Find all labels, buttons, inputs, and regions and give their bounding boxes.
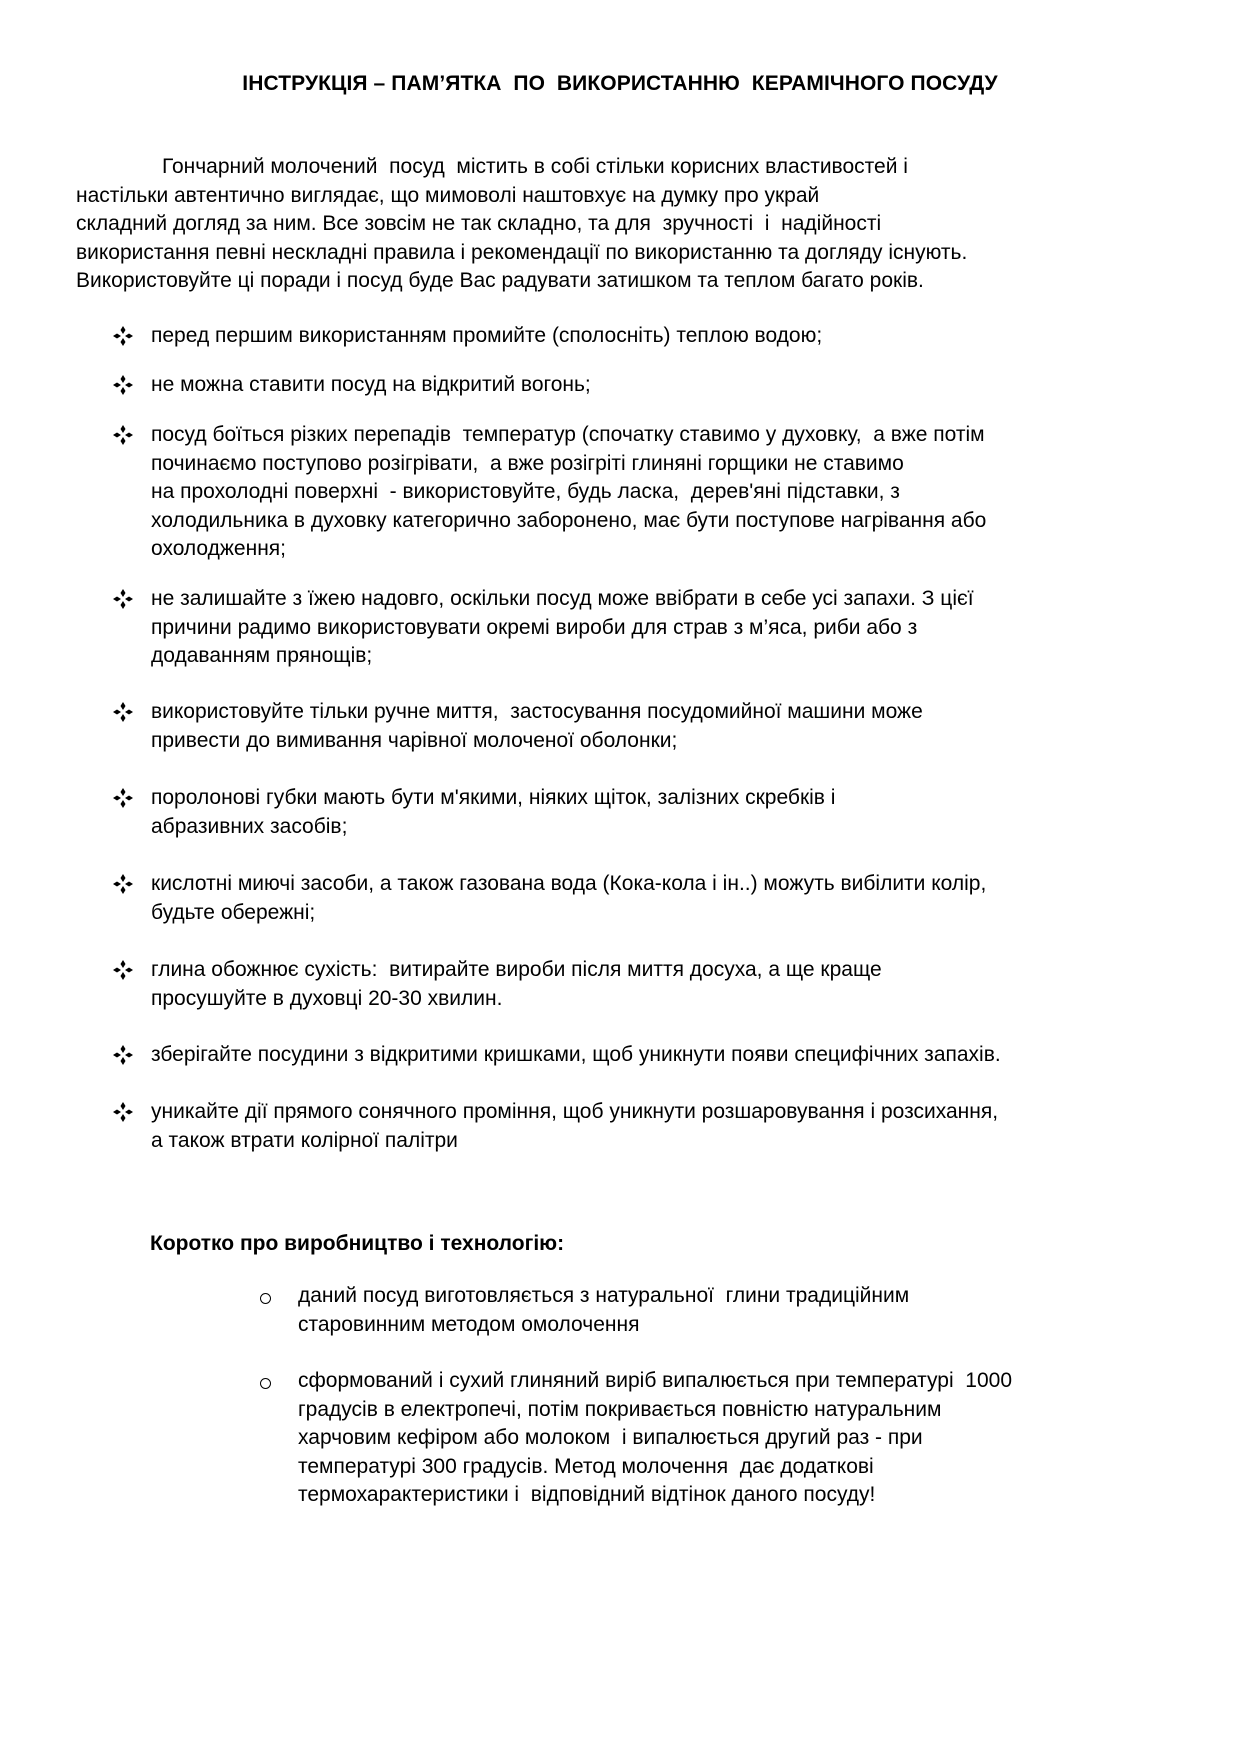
circle-bullet-icon xyxy=(260,1293,271,1304)
rule-text: посуд боїться різких перепадів температур (спочатку ставимо у духовку, а вже потім xyxy=(151,423,985,446)
rule-text: не можна ставити посуд на відкритий вогонь; xyxy=(151,373,591,396)
rule-text: привести до вимивання чарівної молоченої оболонки; xyxy=(151,728,678,752)
intro-line: використання певні нескладні правила і рекомендації по використанню та догляду існують. xyxy=(76,240,968,264)
section-subtitle: Коротко про виробництво і технологію: xyxy=(150,1232,565,1255)
technology-text: температурі 300 градусів. Метод молочення дає додаткові xyxy=(298,1454,874,1478)
diamond-bullet-icon xyxy=(112,1044,134,1066)
rule-text: зберігайте посудини з відкритими кришками, щоб уникнути появи специфічних запахів. xyxy=(151,1043,1001,1066)
rule-text: не залишайте з їжею надовго, оскільки посуд може ввібрати в себе усі запахи. З цієї xyxy=(151,587,974,610)
diamond-bullet-icon xyxy=(112,424,134,446)
rule-text: охолодження; xyxy=(151,537,287,561)
rule-text: просушуйте в духовці 20-30 хвилин. xyxy=(151,986,503,1010)
intro-line: настільки автентично виглядає, що мимоволі наштовхує на думку про украй xyxy=(76,183,820,207)
technology-text: старовинним методом омолочення xyxy=(298,1312,640,1336)
diamond-bullet-icon xyxy=(112,787,134,809)
rule-text: кислотні миючі засоби, а також газована вода (Кока-кола і ін..) можуть вибілити колір, xyxy=(151,872,987,895)
diamond-bullet-icon xyxy=(112,374,134,396)
technology-text: даний посуд виготовляється з натуральної глини традиційним xyxy=(298,1284,910,1307)
circle-bullet-icon xyxy=(260,1378,271,1389)
technology-text: сформований і сухий глиняний виріб випалюється при температурі 1000 xyxy=(298,1369,1013,1392)
rule-text: додаванням прянощів; xyxy=(151,644,373,668)
rule-text: на прохолодні поверхні - використовуйте, будь ласка, дерев'яні підставки, з xyxy=(151,480,900,504)
rule-text: перед першим використанням промийте (сполосніть) теплою водою; xyxy=(151,324,823,347)
technology-text: харчовим кефіром або молоком і випалюється другий раз - при xyxy=(298,1426,923,1450)
intro-line: складний догляд за ним. Все зовсім не так складно, та для зручності і надійності xyxy=(76,212,882,236)
rule-text: уникайте дії прямого сонячного проміння, щоб уникнути розшаровування і розсихання, xyxy=(151,1100,999,1123)
intro-line: Гончарний молочений посуд містить в собі стільки корисних властивостей і xyxy=(162,155,908,178)
rule-text: причини радимо використовувати окремі вироби для страв з м’яса, риби або з xyxy=(151,615,918,639)
rule-text: використовуйте тільки ручне миття, застосування посудомийної машини може xyxy=(151,700,923,723)
intro-line: Використовуйте ці поради і посуд буде Вас радувати затишком та теплом багато років. xyxy=(76,269,924,293)
rule-text: а також втрати колірної палітри xyxy=(151,1128,458,1152)
diamond-bullet-icon xyxy=(112,1101,134,1123)
technology-text: термохарактеристики і відповідний відтінок даного посуду! xyxy=(298,1483,876,1507)
diamond-bullet-icon xyxy=(112,873,134,895)
rule-text: абразивних засобів; xyxy=(151,814,348,838)
technology-text: градусів в електропечі, потім покривається повністю натуральним xyxy=(298,1397,942,1421)
document-title: ІНСТРУКЦІЯ – ПАМ’ЯТКА ПО ВИКОРИСТАННЮ КЕРАМІЧНОГО ПОСУДУ xyxy=(242,72,998,95)
rule-text: глина обожнює сухість: витирайте вироби після миття досуха, а ще краще xyxy=(151,958,882,981)
rule-text: будьте обережні; xyxy=(151,900,316,924)
rule-text: холодильника в духовку категорично заборонено, має бути поступове нагрівання або xyxy=(151,508,987,532)
intro-paragraph xyxy=(76,153,1176,296)
rule-text: починаємо поступово розігрівати, а вже розігріті глиняні горщики не ставимо xyxy=(151,451,904,475)
diamond-bullet-icon xyxy=(112,701,134,723)
diamond-bullet-icon xyxy=(112,959,134,981)
diamond-bullet-icon xyxy=(112,325,134,347)
diamond-bullet-icon xyxy=(112,588,134,610)
rule-text: поролонові губки мають бути м'якими, ніяких щіток, залізних скребків і xyxy=(151,786,836,809)
